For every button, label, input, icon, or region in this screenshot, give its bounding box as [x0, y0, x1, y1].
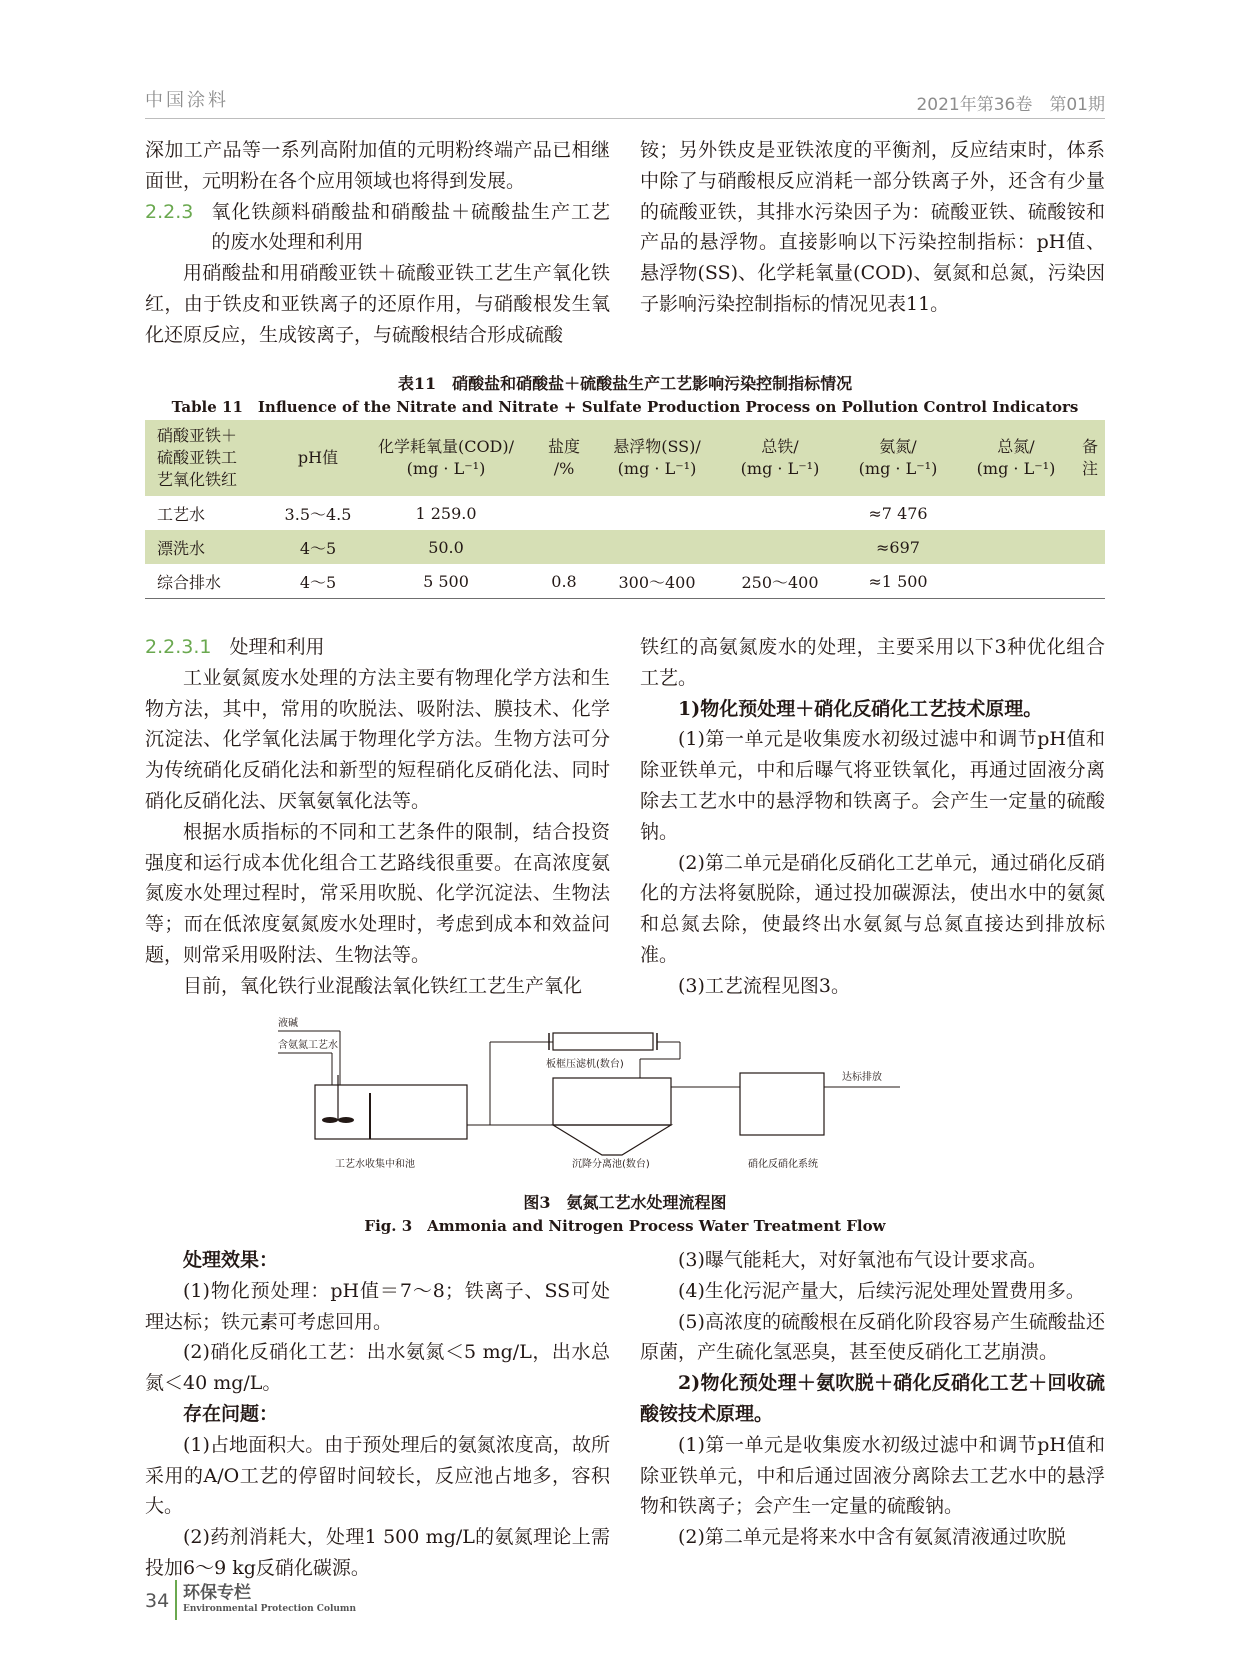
section-heading-2-2-3-1: [145, 632, 610, 663]
table-header-cell: 化学耗氧量(COD)/ (mg · L⁻¹): [357, 420, 535, 496]
top-right-column: [640, 135, 1105, 320]
paragraph: (1)第一单元是收集废水初级过滤中和调节pH值和除亚铁单元，中和后通过固液分离除去工艺水中的悬浮物和铁离子；会产生一定量的硫酸钠。: [640, 1433, 1105, 1518]
paragraph: (2)第二单元是硝化反硝化工艺单元，通过硝化反硝化的方法将氨脱除，通过投加碳源法，使出水中的氨氮和总氮去除，使最终出水氨氮与总氮直接达到排放标准。: [640, 851, 1105, 966]
table-cell: [593, 496, 721, 530]
table-caption-en: Table 11 Influence of the Nitrate and Nitrate + Sulfate Production Process on Pollution Control Indicators: [171, 398, 1079, 416]
table-cell: 1 259.0: [415, 503, 477, 523]
column-name-cn: 环保专栏: [183, 1583, 251, 1603]
alkali-label: 液碱: [278, 1018, 298, 1029]
nitrification-system: [740, 1073, 824, 1135]
paragraph: 用硝酸盐和用硝酸亚铁＋硫酸亚铁工艺生产氧化铁红，由于铁皮和亚铁离子的还原作用，与硝酸根发生氧化还原反应，生成铵离子，与硫酸根结合形成硫酸: [145, 262, 610, 346]
top-left-column: [145, 135, 610, 351]
table-header-row: [145, 420, 1105, 496]
paragraph: 铵；另外铁皮是亚铁浓度的平衡剂，反应结束时，体系中除了与硝酸根反应消耗一部分铁离子外，还含有少量的硫酸亚铁，其排水污染因子为：硫酸亚铁、硫酸铵和产品的悬浮物。直接影响以下污染控制指标：pH值、悬浮物(SS)、化学耗氧量(COD)、氨氮和总氮，污染因子影响污染控制指标的情况见表11。: [640, 139, 1105, 315]
table-cell: 3.5～4.5: [284, 504, 352, 524]
table-cell: 250～400: [741, 572, 819, 592]
table-cell: 漂洗水: [145, 530, 279, 564]
table-cell: ≈697: [839, 530, 957, 564]
table-cell: 综合排水: [157, 572, 222, 592]
table-cell: [957, 564, 1075, 599]
table-cell: [957, 496, 1075, 530]
table-cell: [535, 530, 593, 564]
agitator-blade-icon: [338, 1117, 354, 1123]
table-cell: 工艺水: [157, 504, 206, 524]
section-number: 2.2.3.1: [145, 636, 212, 658]
middle-right-column: [640, 632, 1105, 1002]
table-header-cell: 氨氮/ (mg · L⁻¹): [839, 420, 957, 496]
table-cell: [721, 530, 839, 564]
table-caption-cn: 表11 硝酸盐和硝酸盐＋硫酸盐生产工艺影响污染控制指标情况: [397, 374, 853, 393]
table-cell: 4～5: [279, 530, 357, 564]
table-header-cell: 盐度 /%: [535, 420, 593, 496]
subheading: 2)物化预处理＋氨吹脱＋硝化反硝化工艺＋回收硫酸铵技术原理。: [640, 1372, 1105, 1425]
table-cell: [535, 496, 593, 530]
table-cell: 5 500: [423, 571, 469, 591]
issue-info: 2021年第36卷 第01期: [916, 95, 1105, 115]
bottom-right-column: [640, 1245, 1105, 1553]
table-cell: [957, 530, 1075, 564]
table-header-cell: 总铁/ (mg · L⁻¹): [721, 420, 839, 496]
agitator-blade-icon: [322, 1117, 338, 1123]
section-heading-2-2-3: [145, 197, 610, 259]
tank2-label: 沉降分离池(数台): [572, 1159, 650, 1170]
paragraph: 根据水质指标的不同和工艺条件的限制，结合投资强度和运行成本优化组合工艺路线很重要。在高浓度氨氮废水处理过程时，常采用吹脱、化学沉淀法、生物法等；而在低浓度氨氮废水处理时，考虑到成本和效益问题，则常采用吸附法、生物法等。: [145, 820, 610, 966]
paragraph: (1)占地面积大。由于预处理后的氨氮浓度高，故所采用的A/O工艺的停留时间较长，反应池占地多，容积大。: [145, 1433, 610, 1518]
paragraph: (5)高浓度的硫酸根在反硝化阶段容易产生硫酸盐还原菌，产生硫化氢恶臭，甚至使反硝化工艺崩溃。: [640, 1310, 1105, 1364]
paragraph: (4)生化污泥产量大，后续污泥处理处置费用多。: [678, 1279, 1085, 1302]
table-header-cell: 总氮/ (mg · L⁻¹): [957, 420, 1075, 496]
table-row: [145, 496, 1105, 530]
subheading: 处理效果：: [183, 1249, 279, 1271]
filter-label: 板框压滤机(数台): [546, 1059, 624, 1070]
discharge-label: 达标排放: [842, 1072, 882, 1083]
figure-caption-cn: 图3 氨氮工艺水处理流程图: [523, 1193, 727, 1212]
table-cell: [1075, 496, 1105, 530]
footer-divider: [175, 1580, 177, 1620]
paragraph: 工业氨氮废水处理的方法主要有物理化学方法和生物方法，其中，常用的吹脱法、吸附法、膜技术、化学沉淀法、化学氧化法属于物理化学方法。生物方法可分为传统硝化反硝化法和新型的短程硝化反硝化法、同时硝化反硝化法、厌氧氨氧化法等。: [145, 666, 610, 812]
paragraph: 铁红的高氨氮废水的处理，主要采用以下3种优化组合工艺。: [640, 636, 1105, 689]
table-cell: 50.0: [357, 530, 535, 564]
section-title: 处理和利用: [229, 636, 325, 658]
column-name-en: Environmental Protection Column: [183, 1604, 356, 1614]
paragraph: (3)工艺流程见图3。: [678, 974, 851, 997]
figure-3-flow-diagram: [260, 1015, 980, 1180]
paragraph: 深加工产品等一系列高附加值的元明粉终端产品已相继面世，元明粉在各个应用领域也将得到发展。: [145, 139, 610, 192]
table-row: [145, 530, 1105, 564]
paragraph: (2)第二单元是将来水中含有氨氮清液通过吹脱: [678, 1526, 1066, 1549]
section-number: 2.2.3: [145, 200, 194, 223]
table-cell: 0.8: [551, 571, 577, 591]
subheading: 1)物化预处理＋硝化反硝化工艺技术原理。: [678, 697, 1043, 720]
tank3-label: 硝化反硝化系统: [748, 1159, 818, 1170]
paragraph: (2)硝化反硝化工艺：出水氨氮＜5 mg/L，出水总氮＜40 mg/L。: [145, 1341, 610, 1395]
inflow-label: 含氨氮工艺水: [278, 1040, 338, 1051]
table-11: [145, 420, 1105, 599]
settling-cone: [553, 1125, 671, 1155]
header-rule: [145, 118, 1105, 119]
table-cell: ≈7 476: [868, 503, 928, 523]
table-cell: 300～400: [618, 572, 696, 592]
figure-caption-en: Fig. 3 Ammonia and Nitrogen Process Water Treatment Flow: [364, 1217, 886, 1235]
table-header-cell: 硝酸亚铁＋ 硫酸亚铁工 艺氧化铁红: [145, 420, 279, 496]
middle-left-column: [145, 632, 610, 1002]
table-cell: [1075, 564, 1105, 599]
bottom-left-column: [145, 1245, 610, 1584]
filter-press: [553, 1033, 653, 1050]
table-cell: [721, 496, 839, 530]
table-cell: [593, 530, 721, 564]
paragraph: (1)物化预处理：pH值＝7～8；铁离子、SS可处理达标；铁元素可考虑回用。: [145, 1279, 610, 1333]
paragraph: (2)药剂消耗大，处理1 500 mg/L的氨氮理论上需投加6～9 kg反硝化碳源。: [145, 1526, 610, 1579]
paragraph: (3)曝气能耗大，对好氧池布气设计要求高。: [678, 1249, 1047, 1271]
journal-name: 中国涂料: [145, 90, 229, 111]
table-cell: 4～5: [299, 572, 337, 592]
paragraph: (1)第一单元是收集废水初级过滤中和调节pH值和除亚铁单元，中和后曝气将亚铁氧化，再通过固液分离除去工艺水中的悬浮物和铁离子。会产生一定量的硫酸钠。: [640, 728, 1105, 843]
settling-tank: [553, 1078, 671, 1125]
table-cell: ≈1 500: [868, 571, 928, 591]
section-title: 氧化铁颜料硝酸盐和硝酸盐＋硫酸盐生产工艺的废水处理和利用: [211, 200, 610, 254]
paragraph: 目前，氧化铁行业混酸法氧化铁红工艺生产氧化: [183, 974, 583, 997]
page-number: 34: [145, 1590, 170, 1612]
tank1-label: 工艺水收集中和池: [335, 1159, 415, 1170]
table-header-cell: pH值: [279, 420, 357, 496]
table-cell: [1075, 530, 1105, 564]
table-row: [145, 564, 1105, 599]
table-header-cell: 悬浮物(SS)/ (mg · L⁻¹): [593, 420, 721, 496]
table-header-cell: 备注: [1075, 420, 1105, 496]
subheading: 存在问题：: [183, 1402, 279, 1425]
